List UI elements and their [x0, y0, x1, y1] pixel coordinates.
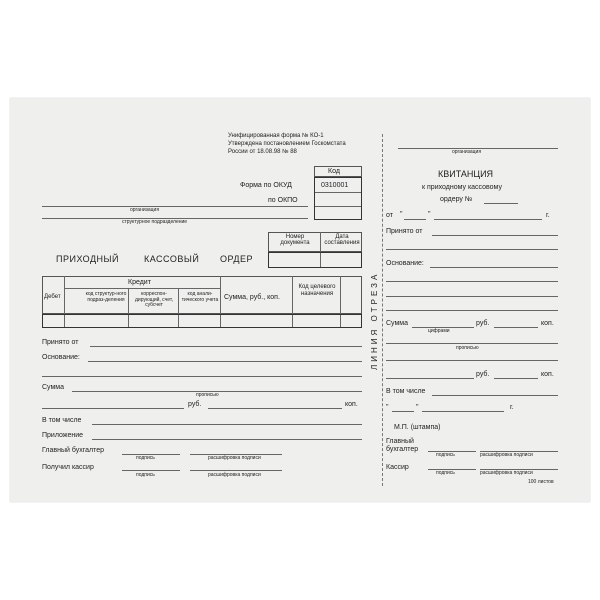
receipt-kassir-label: Кассир	[386, 464, 409, 471]
org-caption: организация	[130, 207, 160, 213]
col-debet: Дебет	[44, 294, 61, 300]
receipt-org-caption: организация	[452, 149, 482, 155]
receipt-propisyu-caption: прописью	[456, 345, 479, 351]
receipt-glav-buh-1: Главный	[386, 438, 414, 445]
glav-buh-podpis: подпись	[136, 455, 155, 461]
receipt-date-quote-open: "	[386, 404, 389, 411]
receipt-summa-label: Сумма	[386, 320, 408, 327]
receipt-kop-label: коп.	[541, 320, 554, 327]
receipt-date-quote-close: "	[416, 404, 419, 411]
receipt-glav-buh-2: бухгалтер	[386, 446, 419, 453]
receipt-osnovanie-label: Основание:	[386, 260, 424, 267]
receipt-rub-label: руб.	[476, 320, 490, 327]
receipt-ciframi-caption: цифрами	[428, 328, 450, 334]
doc-date-label: Дата составления	[324, 234, 360, 246]
form-header-line2: Утверждена постановлением Госкомстата	[228, 141, 346, 147]
col-kod-analit: код анали-тического учета	[181, 291, 219, 303]
form-sheet	[10, 98, 590, 502]
osnovanie-label: Основание:	[42, 354, 80, 361]
receipt-sub2: ордеру №	[440, 196, 473, 203]
doc-values-box	[268, 252, 362, 268]
receipt-quote-open: "	[400, 211, 403, 218]
okpo-label: по ОКПО	[268, 197, 298, 204]
col-kod-cel: Код целевого назначения	[298, 284, 336, 297]
entries-table-row	[42, 314, 362, 328]
kod-label: Код	[328, 168, 340, 175]
struct-caption: структурное подразделение	[122, 219, 188, 225]
receipt-ot-label: от	[386, 212, 393, 219]
receipt-kassir-rasshifrovka: расшифровка подписи	[480, 470, 533, 476]
okud-value: 0310001	[321, 182, 349, 189]
rub-label: руб.	[188, 401, 202, 408]
title-order: ОРДЕР	[220, 254, 254, 264]
kop-label: коп.	[345, 401, 358, 408]
cut-line-left	[382, 134, 383, 486]
receipt-kassir-podpis: подпись	[436, 470, 455, 476]
poluchil-podpis: подпись	[136, 472, 155, 478]
summa-label: Сумма	[42, 384, 64, 391]
receipt-mp-label: М.П. (штампа)	[394, 424, 441, 431]
summa-caption: прописью	[196, 392, 219, 398]
form-header-line3: России от 18.08.98 № 88	[228, 149, 297, 155]
poluchil-rasshifrovka: расшифровка подписи	[208, 472, 261, 478]
receipt-v-tom-chisle-label: В том числе	[386, 388, 426, 395]
receipt-glav-buh-rasshifrovka: расшифровка подписи	[480, 452, 533, 458]
receipt-sub1: к приходному кассовому	[422, 184, 502, 191]
receipt-rub2-label: руб.	[476, 371, 490, 378]
receipt-title: КВИТАНЦИЯ	[438, 169, 494, 179]
form-header-line1: Унифицированная форма № КО-1	[228, 133, 324, 139]
prilozhenie-label: Приложение	[42, 432, 84, 439]
prinyato-label: Принято от	[42, 339, 79, 346]
col-summa: Сумма, руб., коп.	[224, 294, 280, 301]
org-line	[42, 206, 308, 207]
receipt-prinyato-label: Принято от	[386, 228, 423, 235]
poluchil-label: Получил кассир	[42, 464, 94, 471]
title-kassovy: КАССОВЫЙ	[144, 254, 200, 264]
okud-label: Форма по ОКУД	[240, 182, 292, 189]
receipt-kop2-label: коп.	[541, 371, 554, 378]
glav-buh-rasshifrovka: расшифровка подписи	[208, 455, 261, 461]
v-tom-chisle-label: В том числе	[42, 417, 82, 424]
col-korr-schet: корреспон-дирующий, счет, субсчет	[135, 291, 173, 308]
col-kredit: Кредит	[128, 279, 151, 286]
receipt-glav-buh-podpis: подпись	[436, 452, 455, 458]
receipt-g2-label: г.	[510, 404, 514, 411]
doc-number-label: Номер документа	[280, 234, 310, 246]
title-prihodny: ПРИХОДНЫЙ	[56, 254, 119, 264]
receipt-quote-close: "	[428, 211, 431, 218]
col-kod-struct: код структур-ного подраз-деления	[85, 291, 127, 303]
cut-line-label: ЛИНИЯ ОТРЕЗА	[370, 271, 379, 370]
receipt-g-label: г.	[546, 212, 550, 219]
glav-buh-label: Главный бухгалтер	[42, 447, 104, 454]
listov-count: 100 листов	[528, 479, 554, 485]
